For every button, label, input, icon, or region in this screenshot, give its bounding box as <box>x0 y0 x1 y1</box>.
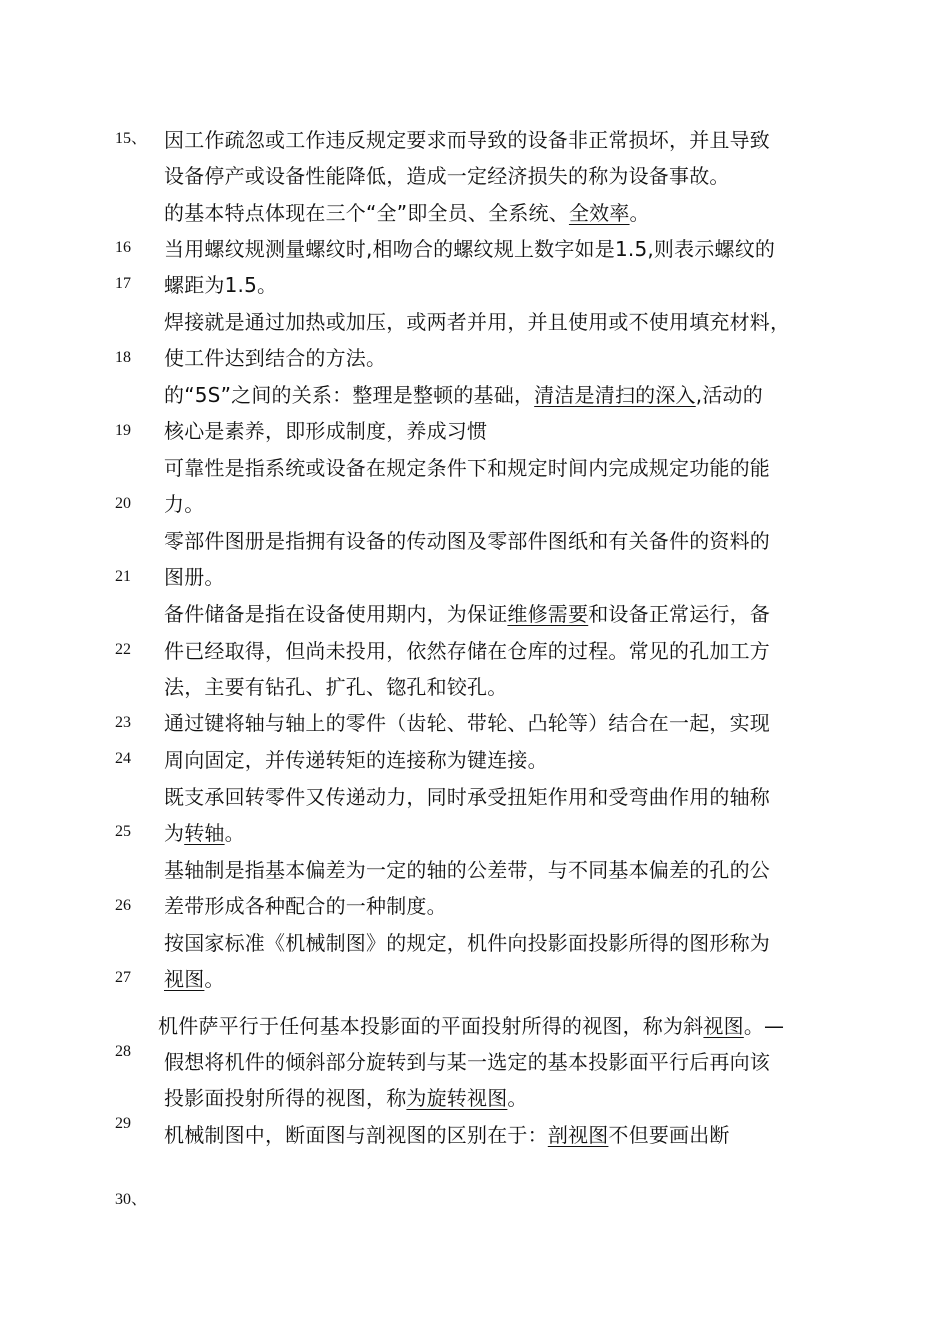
underlined-answer: 维修需要 <box>507 602 589 626</box>
text-line-17: 通过键将轴与轴上的零件（齿轮、带轮、凸轮等）结合在一起，实现 <box>164 711 770 735</box>
text-segment: 。 <box>224 821 245 845</box>
text-line-16: 法，主要有钻孔、扩孔、锪孔和铰孔。 <box>164 675 508 699</box>
text-line-1: 因工作疏忽或工作违反规定要求而导致的设备非正常损坏，并且导致 <box>164 128 770 152</box>
text-segment: 备件储备是指在设备使用期内，为保证 <box>164 602 508 626</box>
text-line-21: 基轴制是指基本偏差为一定的轴的公差带，与不同基本偏差的孔的公 <box>164 858 770 882</box>
underlined-answer: 全效率 <box>568 201 630 225</box>
text-line-24 <box>164 964 225 994</box>
text-segment: 机械制图中，断面图与剖视图的区别在于： <box>164 1123 548 1147</box>
underlined-answer: 清洁是清扫的深入 <box>534 383 696 407</box>
text-line-14 <box>164 599 770 629</box>
question-number-19: 19 <box>115 422 131 439</box>
text-line-9: 核心是素养，即形成制度，养成习惯 <box>164 419 488 443</box>
question-number-29: 29 <box>115 1115 131 1132</box>
text-line-27 <box>164 1083 528 1113</box>
question-number-25: 25 <box>115 823 131 840</box>
text-segment: 的“5S”之间的关系：整理是整顿的基础， <box>164 383 535 407</box>
question-number-28: 28 <box>115 1043 131 1060</box>
question-number-15: 15、 <box>115 130 148 147</box>
text-line-7: 使工件达到结合的方法。 <box>164 346 387 370</box>
text-line-23: 按国家标准《机械制图》的规定，机件向投影面投影所得的图形称为 <box>164 931 770 955</box>
question-number-30: 30、 <box>115 1191 148 1208</box>
text-segment: 为 <box>164 821 185 845</box>
text-segment: 机件萨平行于任何基本投影面的平面投射所得的视图，称为斜 <box>158 1014 704 1038</box>
question-number-22: 22 <box>115 641 131 658</box>
question-number-23: 23 <box>115 714 131 731</box>
question-number-21: 21 <box>115 568 131 585</box>
text-line-4: 当用螺纹规测量螺纹时,相吻合的螺纹规上数字如是1.5,则表示螺纹的 <box>164 237 776 261</box>
question-number-27: 27 <box>115 969 131 986</box>
text-line-18: 周向固定，并传递转矩的连接称为键连接。 <box>164 748 548 772</box>
text-line-22: 差带形成各种配合的一种制度。 <box>164 894 447 918</box>
text-line-19: 既支承回转零件又传递动力，同时承受扭矩作用和受弯曲作用的轴称 <box>164 785 770 809</box>
text-segment: 投影面投射所得的视图，称 <box>164 1086 407 1110</box>
underlined-answer: 转轴 <box>184 821 225 845</box>
underlined-answer: 视图 <box>703 1014 744 1038</box>
text-line-26: 假想将机件的倾斜部分旋转到与某一选定的基本投影面平行后再向该 <box>164 1050 770 1074</box>
text-line-12: 零部件图册是指拥有设备的传动图及零部件图纸和有关备件的资料的 <box>164 529 770 553</box>
text-segment: ,活动的 <box>695 383 763 407</box>
question-number-24: 24 <box>115 750 131 767</box>
question-number-20: 20 <box>115 495 131 512</box>
question-number-26: 26 <box>115 897 131 914</box>
text-segment: 不但要画出断 <box>608 1123 730 1147</box>
text-line-15: 件已经取得，但尚未投用，依然存储在仓库的过程。常见的孔加工方 <box>164 639 770 663</box>
text-segment: 。 <box>204 967 225 991</box>
underlined-answer: 视图 <box>164 967 205 991</box>
question-number-18: 18 <box>115 349 131 366</box>
underlined-answer: 为旋转视图 <box>406 1086 508 1110</box>
underlined-answer: 剖视图 <box>547 1123 609 1147</box>
text-line-25 <box>158 1011 784 1041</box>
text-segment: 和设备正常运行，备 <box>588 602 771 626</box>
text-line-20 <box>164 818 245 848</box>
text-segment: 的基本特点体现在三个“全”即全员、全系统、 <box>164 201 569 225</box>
question-number-17: 17 <box>115 275 131 292</box>
text-line-11: 力。 <box>164 492 205 516</box>
text-segment: 。 <box>629 201 650 225</box>
text-line-8 <box>164 380 763 410</box>
text-line-13: 图册。 <box>164 565 225 589</box>
text-line-5: 螺距为1.5。 <box>164 273 278 297</box>
text-line-10: 可靠性是指系统或设备在规定条件下和规定时间内完成规定功能的能 <box>164 456 770 480</box>
question-number-16: 16 <box>115 239 131 256</box>
text-segment: 。— <box>743 1014 785 1038</box>
text-line-3 <box>164 198 650 228</box>
text-line-28 <box>164 1120 730 1150</box>
text-segment: 。 <box>507 1086 528 1110</box>
text-line-6: 焊接就是通过加热或加压，或两者并用，并且使用或不使用填充材料， <box>164 310 791 334</box>
text-line-2: 设备停产或设备性能降低，造成一定经济损失的称为设备事故。 <box>164 164 730 188</box>
